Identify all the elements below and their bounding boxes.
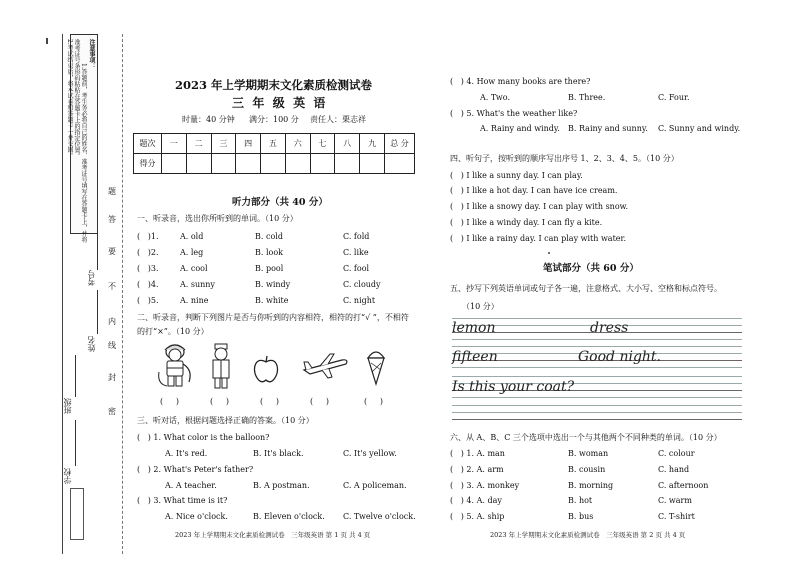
s3-question-2: ( ) 2. What's Peter's father?: [137, 465, 254, 474]
score-table-header-row: [134, 134, 415, 154]
s2-answer-1[interactable]: ( ): [160, 397, 179, 406]
listening-heading: 听力部分（共 40 分）: [232, 197, 328, 208]
stray-dot: [548, 252, 550, 254]
s1-item-num: )1.: [147, 232, 159, 241]
ice-cream-picture: [365, 346, 387, 386]
s1-option-b[interactable]: B. pool: [255, 264, 284, 273]
s4-item-4: ( ) I like a windy day. I can fly a kite.: [450, 218, 603, 227]
s1-option-b[interactable]: B. windy: [255, 280, 291, 289]
s1-item-num: )3.: [147, 264, 159, 273]
field-number-line[interactable]: [97, 220, 98, 270]
score-input[interactable]: [261, 154, 286, 174]
s2-answer-4[interactable]: ( ): [310, 397, 329, 406]
s1-item-5: ( )5.: [137, 296, 159, 305]
exam-score: 满分：100 分: [249, 115, 299, 124]
hw-word-dress: dress: [590, 320, 629, 336]
score-input[interactable]: [385, 154, 415, 174]
seal-char-6: 线: [108, 341, 116, 350]
s2-title-line1: 二、听录音，判断下列图片是否与你听到的内容相符，相符的打“√ ”，不相符: [137, 313, 409, 322]
score-cell: 五: [261, 134, 286, 154]
score-cell: 总 分: [385, 134, 415, 154]
s6-item-5: ( ) 5. A. ship: [450, 512, 505, 521]
binding-strip: [0, 0, 125, 561]
seal-char-8: 密: [108, 407, 116, 416]
s1-option-c[interactable]: C. night: [343, 296, 376, 305]
s3-title: 三、听对话，根据问题选择正确的答案。（10 分）: [137, 416, 314, 425]
s1-option-a[interactable]: A. leg: [180, 248, 204, 257]
hw-rule: [452, 318, 742, 319]
s3-option-a[interactable]: A. Rainy and windy.: [480, 124, 560, 133]
plane-picture: [302, 350, 350, 380]
s1-item-num: )4.: [147, 280, 159, 289]
footer-page-2: 2023 年上学期期末文化素质检测试卷 三年级英语 第 2 页 共 4 页: [490, 531, 686, 539]
s3-question-text: ) 1. What color is the balloon?: [147, 433, 270, 442]
s6-item-text[interactable]: ) 3. A. monkey: [460, 481, 520, 490]
s6-option-c[interactable]: C. colour: [658, 449, 695, 458]
s1-option-c[interactable]: C. fool: [343, 264, 370, 273]
s1-item-num: )5.: [147, 296, 159, 305]
s1-item-1: ( )1.: [137, 232, 159, 241]
s3-option-a[interactable]: A. A teacher.: [165, 481, 217, 490]
strip-border-right: [122, 34, 123, 554]
field-school-line[interactable]: [75, 420, 76, 466]
s4-item-text: ) I like a rainy day. I can play with water.: [460, 234, 627, 243]
score-cell: 七: [310, 134, 335, 154]
field-name-label: 姓名: [87, 336, 96, 352]
s6-option-b[interactable]: B. bus: [568, 512, 594, 521]
score-input[interactable]: [335, 154, 360, 174]
field-school-label: 学校: [63, 468, 72, 484]
s1-title: 一、听录音，选出你所听到的单词。（10 分）: [137, 214, 298, 223]
score-cell: 六: [285, 134, 310, 154]
s6-option-b[interactable]: B. hot: [568, 496, 593, 505]
notice-line-3: 2.考试结束后，将本试卷和答题卡一并交回。: [66, 39, 73, 159]
seal-char-4: 不: [108, 282, 116, 291]
s3-question-5: ( ) 5. What's the weather like?: [450, 109, 578, 118]
s6-option-c[interactable]: C. afternoon: [658, 481, 709, 490]
seal-char-5: 内: [108, 317, 116, 326]
s3-option-a[interactable]: A. It's red.: [165, 449, 208, 458]
s4-item-text: ) I like a windy day. I can fly a kite.: [460, 218, 603, 227]
s3-option-c[interactable]: C. Sunny and windy.: [658, 124, 741, 133]
s6-item-text[interactable]: ) 2. A. arm: [460, 465, 504, 474]
apple-picture: [252, 354, 280, 384]
score-cell: 三: [211, 134, 236, 154]
s3-question-text: ) 5. What's the weather like?: [460, 109, 578, 118]
s4-item-text: ) I like a snowy day. I can play with snow.: [460, 202, 629, 211]
score-input[interactable]: [236, 154, 261, 174]
score-input[interactable]: [285, 154, 310, 174]
s1-option-a[interactable]: A. nine: [180, 296, 209, 305]
field-class-label: 班级: [63, 398, 72, 414]
score-input[interactable]: [186, 154, 211, 174]
writing-heading: 笔试部分（共 60 分）: [543, 263, 639, 274]
score-table-value-row: [134, 154, 415, 174]
firefighter-picture: [155, 342, 195, 390]
hw-word-fifteen: fifteen: [452, 349, 498, 365]
s3-option-b[interactable]: B. Eleven o'clock.: [253, 512, 325, 521]
score-input[interactable]: [310, 154, 335, 174]
hw-rule: [452, 376, 742, 377]
s3-option-c[interactable]: C. It's yellow.: [343, 449, 397, 458]
notice-line-2: 准考证号条形码粘贴在答题卡上的指定位置。: [73, 39, 80, 159]
s3-option-a[interactable]: A. Two.: [480, 93, 510, 102]
page-subtitle: 三 年 级 英 语: [232, 96, 326, 110]
s4-item-5: ( ) I like a rainy day. I can play with water.: [450, 234, 627, 243]
exam-time: 时量：40 分钟: [182, 115, 235, 124]
s1-option-c[interactable]: C. fold: [343, 232, 370, 241]
footer-page-1: 2023 年上学期期末文化素质检测试卷 三年级英语 第 1 页 共 4 页: [175, 531, 371, 539]
score-cell: 得分: [134, 154, 162, 174]
exam-responsible: 责任人：栗志祥: [310, 115, 366, 124]
seal-char-1: 题: [108, 187, 116, 196]
hw-rule: [452, 346, 742, 347]
s1-item-num: )2.: [147, 248, 159, 257]
score-cell: 八: [335, 134, 360, 154]
s4-item-text: ) I like a hot day. I can have ice cream.: [460, 186, 618, 195]
s2-title-line2: 的打“×”。（10 分）: [137, 327, 209, 336]
s6-title: 六、从 A、B、C 三个选项中选出一个与其他两个不同种类的单词。（10 分）: [450, 433, 722, 442]
s1-option-a[interactable]: A. old: [180, 232, 204, 241]
score-cell: 四: [236, 134, 261, 154]
s3-option-b[interactable]: B. A postman.: [253, 481, 310, 490]
hw-phrase-good-night: Good night.: [578, 349, 662, 365]
s3-question-4: ( ) 4. How many books are there?: [450, 77, 591, 86]
seal-char-7: 封: [108, 373, 116, 382]
s6-option-b[interactable]: B. cousin: [568, 465, 606, 474]
field-name-line[interactable]: [97, 290, 98, 334]
hw-rule: [452, 339, 742, 340]
s3-question-3: ( ) 3. What time is it?: [137, 496, 228, 505]
score-cell: 二: [186, 134, 211, 154]
score-cell: 九: [360, 134, 385, 154]
s3-question-text: ) 4. How many books are there?: [460, 77, 591, 86]
s6-option-c[interactable]: C. hand: [658, 465, 690, 474]
s6-item-text[interactable]: ) 4. A. day: [460, 496, 502, 505]
s4-title: 四、听句子，按听到的顺序写出序号 1、2、3、4、5。（10 分）: [450, 154, 679, 163]
s1-option-b[interactable]: B. look: [255, 248, 284, 257]
hw-rule: [452, 419, 742, 420]
notice-box: [66, 34, 98, 243]
s4-item-2: ( ) I like a hot day. I can have ice cream.: [450, 186, 618, 195]
s6-item-4: ( ) 4. A. day: [450, 496, 502, 505]
field-class-line[interactable]: [75, 355, 76, 397]
hw-rule: [452, 367, 742, 368]
s6-item-3: ( ) 3. A. monkey: [450, 481, 520, 490]
s3-option-a[interactable]: A. Nice o'clock.: [165, 512, 228, 521]
edge-mark: [46, 38, 48, 44]
s5-title: 五、抄写下列英语单词或句子各一遍，注意格式、大小写、空格和标点符号。: [450, 284, 722, 293]
s3-option-b[interactable]: B. It's black.: [253, 449, 304, 458]
s6-option-c[interactable]: C. warm: [658, 496, 692, 505]
hw-rule: [452, 397, 742, 398]
notice-line-1: 1.答题前，考生务必将自己的姓名、准考证号填写在答题卡上，并将: [80, 63, 87, 243]
score-input[interactable]: [162, 154, 187, 174]
s1-option-c[interactable]: C. like: [343, 248, 369, 257]
s3-question-text: ) 2. What's Peter's father?: [147, 465, 254, 474]
hw-rule: [452, 412, 742, 413]
page-title: 2023 年上学期期末文化素质检测试卷: [175, 78, 373, 92]
s3-option-b[interactable]: B. Rainy and sunny.: [568, 124, 648, 133]
score-input[interactable]: [360, 154, 385, 174]
s6-option-b[interactable]: B. morning: [568, 481, 614, 490]
s1-option-c[interactable]: C. cloudy: [343, 280, 381, 289]
hw-sentence-is-this-your-coat: Is this your coat?: [452, 379, 575, 395]
score-input[interactable]: [211, 154, 236, 174]
s1-option-b[interactable]: B. cold: [255, 232, 283, 241]
margin-marks: [70, 488, 84, 540]
s3-option-c[interactable]: C. Four.: [658, 93, 690, 102]
s6-option-b[interactable]: B. woman: [568, 449, 609, 458]
s4-item-1: ( ) I like a sunny day. I can play.: [450, 171, 583, 180]
s3-option-c[interactable]: C. Twelve o'clock.: [343, 512, 416, 521]
s3-option-b[interactable]: B. Three.: [568, 93, 606, 102]
s5-points: （10 分）: [462, 302, 499, 311]
doctor-picture: [205, 342, 237, 390]
score-table: [133, 133, 415, 174]
s2-answer-2[interactable]: ( ): [210, 397, 229, 406]
hw-word-lemon: lemon: [452, 320, 496, 336]
score-cell: 一: [162, 134, 187, 154]
s6-item-1: ( ) 1. A. man: [450, 449, 505, 458]
s1-item-3: ( )3.: [137, 264, 159, 273]
s1-item-4: ( )4.: [137, 280, 159, 289]
s1-option-a[interactable]: A. cool: [180, 264, 208, 273]
score-cell: 题次: [134, 134, 162, 154]
s2-answer-3[interactable]: ( ): [260, 397, 279, 406]
hw-rule: [452, 405, 742, 406]
s4-item-text: ) I like a sunny day. I can play.: [460, 171, 583, 180]
s3-question-text: ) 3. What time is it?: [147, 496, 228, 505]
field-number-label: 考号: [87, 270, 96, 286]
s1-item-2: ( )2.: [137, 248, 159, 257]
s6-option-c[interactable]: C. T-shirt: [658, 512, 695, 521]
s1-option-a[interactable]: A. sunny: [180, 280, 215, 289]
s2-answer-5[interactable]: ( ): [364, 397, 383, 406]
seal-char-3: 要: [108, 247, 116, 256]
s3-option-c[interactable]: C. A policeman.: [343, 481, 407, 490]
seal-char-2: 答: [108, 215, 116, 224]
s3-question-1: ( ) 1. What color is the balloon?: [137, 433, 270, 442]
s6-item-text[interactable]: ) 1. A. man: [460, 449, 505, 458]
s6-item-2: ( ) 2. A. arm: [450, 465, 504, 474]
s1-option-b[interactable]: B. white: [255, 296, 289, 305]
s6-item-text[interactable]: ) 5. A. ship: [460, 512, 505, 521]
notice-title: 注意事项：: [88, 39, 95, 69]
s4-item-3: ( ) I like a snowy day. I can play with snow.: [450, 202, 629, 211]
